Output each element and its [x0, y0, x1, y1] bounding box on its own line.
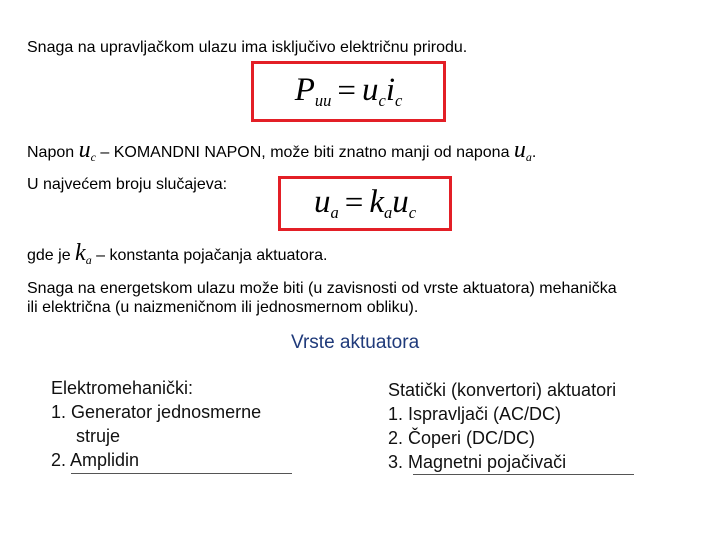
napon-line: Napon $u_c$ – KOMANDNI NAPON, može biti znatno manji od napona $u_a$. [27, 137, 537, 165]
formula-p-uu: $P_{uu}$ [294, 72, 332, 110]
left-list-item-2: 2. Amplidin [51, 450, 140, 470]
section-title: Vrste aktuatora [291, 332, 420, 353]
majority-label: U najvećem broju slučajeva: [27, 176, 228, 193]
formula-i-c: $i_c$ [385, 72, 403, 110]
left-list-underline [71, 473, 292, 474]
formula-equals: = [337, 73, 356, 109]
formula-k-a: $k_a$ [369, 184, 393, 222]
power-formula-box [251, 61, 446, 122]
static-list [388, 378, 616, 474]
left-list-heading: Elektromehanički: [51, 378, 194, 398]
left-list-item-1-cont: struje [76, 426, 121, 446]
var-k-a: $k_a$ [75, 240, 92, 268]
right-list-item-3: 3. Magnetni pojačivači [388, 452, 567, 472]
intro-text: Snaga na upravljačkom ulazu ima isključivo električnu prirodu. [27, 39, 468, 56]
energy-paragraph-line1: Snaga na energetskom ulazu može biti (u zavisnosti od vrste aktuatora) mehanička [27, 280, 617, 297]
electromechanical-list [51, 376, 261, 472]
right-list-underline [413, 474, 634, 475]
right-list-heading: Statički (konvertori) aktuatori [388, 380, 617, 400]
formula-u-a: $u_a$ [313, 184, 339, 222]
gain-formula-box [278, 176, 452, 231]
gde-line: gde je $k_a$ – konstanta pojačanja aktuatora. [27, 240, 328, 268]
var-u-c: $u_c$ [78, 137, 96, 165]
right-list-item-1: 1. Ispravljači (AC/DC) [388, 404, 562, 424]
energy-paragraph-line2: ili električna (u naizmeničnom ili jednosmernom obliku). [27, 299, 419, 316]
right-list-item-2: 2. Čoperi (DC/DC) [388, 428, 536, 448]
formula2-equals: = [344, 185, 364, 221]
left-list-item-1: 1. Generator jednosmerne [51, 402, 262, 422]
formula-u-c: $u_c$ [361, 72, 386, 110]
formula2-u-c: $u_c$ [392, 184, 417, 222]
var-u-a: $u_a$ [513, 137, 532, 165]
